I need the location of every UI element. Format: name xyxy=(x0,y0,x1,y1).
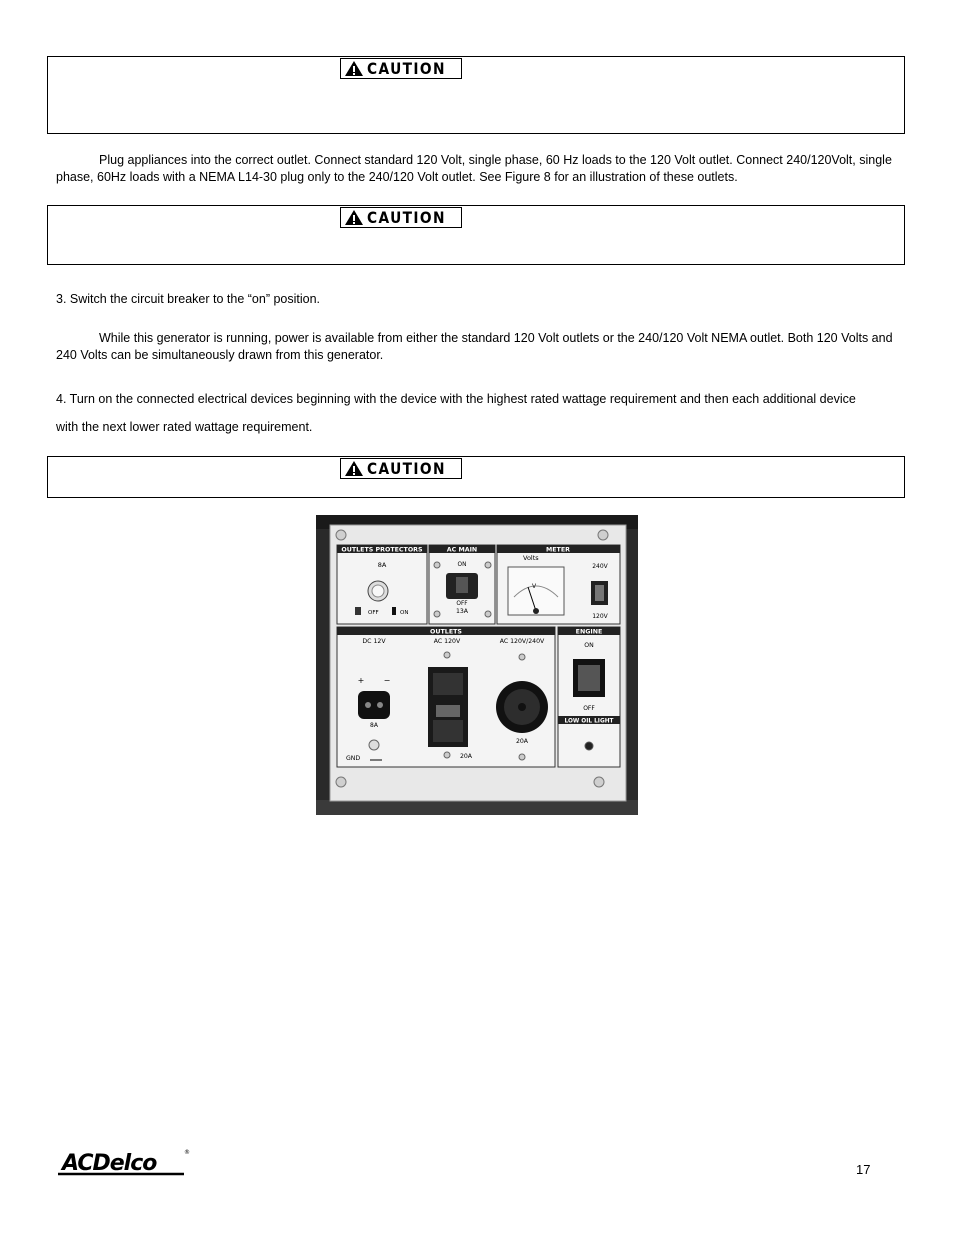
caution-box-1 xyxy=(47,56,905,134)
gfci-rating: 20A xyxy=(459,753,473,760)
outlets-title: OUTLETS xyxy=(430,628,462,636)
twist-lock-rating: 20A xyxy=(515,738,529,745)
meter-title: METER xyxy=(545,546,571,554)
warning-triangle-icon xyxy=(344,460,364,477)
caution-text: CAUTION xyxy=(367,58,446,78)
outlets-protectors-title: OUTLETS PROTECTORS xyxy=(341,546,423,554)
caution-box-3 xyxy=(47,456,905,498)
protector-off-label: OFF xyxy=(368,610,379,616)
meter-section xyxy=(497,545,620,624)
ac-main-section xyxy=(429,545,495,624)
warning-triangle-icon xyxy=(344,60,364,77)
protector-on-label: ON xyxy=(400,610,409,616)
caution-text: CAUTION xyxy=(367,458,446,478)
step-4-text-line1: 4. Turn on the connected electrical devices beginning with the device with the highest rated wattage requirement and then each additional device xyxy=(56,392,856,406)
caution-text: CAUTION xyxy=(367,207,446,227)
caution-label xyxy=(340,207,462,228)
outlets-section xyxy=(337,627,555,767)
ac120-240-label: AC 120V/240V xyxy=(499,638,545,645)
low-oil-light-title: LOW OIL LIGHT xyxy=(564,718,614,725)
paragraph-power-available: While this generator is running, power is available from either the standard 120 Volt outlets or the 240/120 Volt NEMA outlet. Both 120 Volts and 240 Volts can be simultaneously drawn from this generator. xyxy=(56,331,893,362)
step-4-text-line2: with the next lower rated wattage requirement. xyxy=(56,420,313,434)
meter-120v-label: 120V xyxy=(592,613,608,620)
acdelco-logo xyxy=(56,1146,192,1183)
caution-label xyxy=(340,58,462,79)
step-3-text: 3. Switch the circuit breaker to the “on” position. xyxy=(56,292,321,306)
ac-main-rating: 13A xyxy=(455,608,469,615)
engine-section xyxy=(558,627,620,767)
meter-240v-label: 240V xyxy=(592,563,608,570)
svg-text:®: ® xyxy=(184,1149,190,1156)
engine-on-label: ON xyxy=(584,642,594,649)
dc-plus-label: + xyxy=(357,676,365,685)
dc-rating: 8A xyxy=(370,722,378,729)
brand-text: ACDelco xyxy=(62,1151,157,1176)
ac120-label: AC 120V xyxy=(433,638,461,645)
paragraph-plug-appliances: Plug appliances into the correct outlet. Connect standard 120 Volt, single phase, 60 Hz loads to the 120 Volt outlet. Connect 240/120Volt, single phase, 60Hz loads with a NEMA L14-30 plug only to the 240/120 Volt outlet. See Figure 8 for an illustration of these outlets. xyxy=(56,153,892,184)
ac-main-off-label: OFF xyxy=(456,601,468,607)
engine-off-label: OFF xyxy=(583,705,595,712)
meter-v-label: V xyxy=(531,583,537,590)
engine-title: ENGINE xyxy=(575,628,603,636)
ac-main-title: AC MAIN xyxy=(446,546,478,554)
warning-triangle-icon xyxy=(344,209,364,226)
gnd-label: GND xyxy=(346,755,361,762)
caution-label xyxy=(340,458,462,479)
generator-control-panel-photo xyxy=(316,515,638,815)
protector-rating: 8A xyxy=(377,561,387,569)
outlets-protectors-section xyxy=(337,545,427,624)
dc-minus-label: − xyxy=(383,676,391,685)
dc12-label: DC 12V xyxy=(362,638,386,645)
ac-main-on-label: ON xyxy=(457,562,467,568)
page-number: 17 xyxy=(856,1162,871,1177)
meter-volts-label: Volts xyxy=(523,554,539,562)
caution-box-2 xyxy=(47,205,905,265)
